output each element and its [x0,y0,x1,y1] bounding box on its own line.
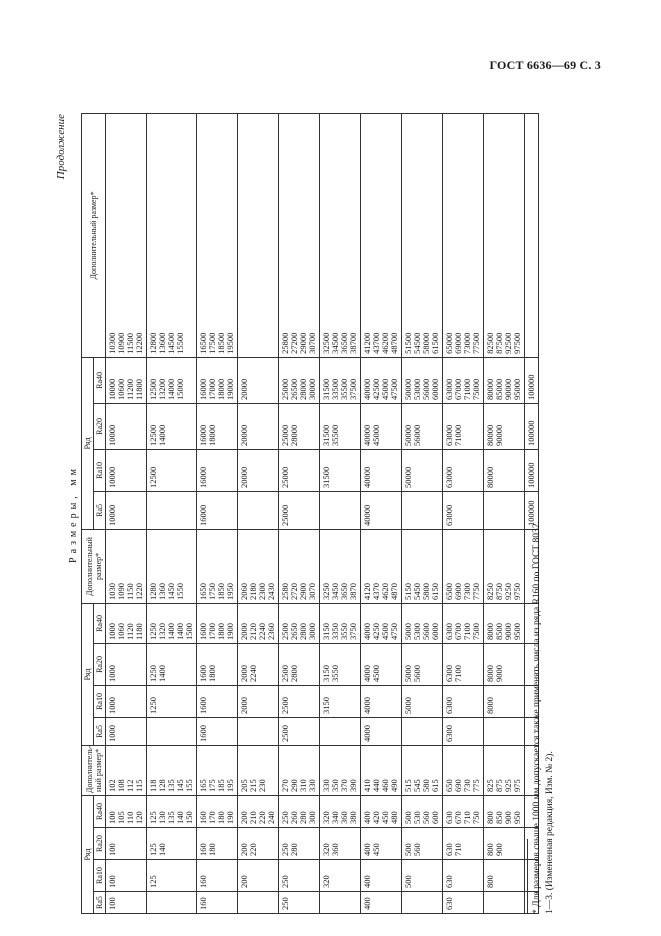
cell-c-ra5: 100000 [525,491,539,529]
cell-b-ra10: 1250 [147,685,197,717]
cell-c-ra20: 63000 71000 [443,403,484,449]
cell-ra40: 500 530 560 600 [402,795,443,827]
cell-ra40: 400 420 450 480 [361,795,402,827]
table-row [106,113,147,913]
header-ra5: Ra5 [94,491,106,529]
cell-b-ra20: 3150 3550 [320,643,361,685]
amendment-note: 1—3. (Измененная редакция, Изм. № 2). [545,751,555,914]
header-extra-3: Дополнительный размер* [82,113,106,357]
table-row [320,113,361,913]
cell-b-ra10: 2500 [279,685,320,717]
cell-ra5: 630 [443,892,484,914]
cell-b-ra10: 8000 [484,685,525,717]
cell-b-ra40: 2000 2120 2240 2360 [238,603,279,643]
cell-ra10: 160 [197,860,238,892]
cell-b-ra10: 6300 [443,685,484,717]
header-ra10: Ra10 [94,860,106,892]
header-ra10: Ra10 [94,685,106,717]
header-ra5: Ra5 [94,892,106,914]
cell-extra: 330 350 370 390 [320,745,361,795]
cell-ra40: 100 105 110 120 [106,795,147,827]
cell-c-extra: 12800 13600 14500 15500 [147,113,197,357]
page-header: ГОСТ 6636—69 С. 3 [489,58,601,72]
cell-c-ra40: 100000 [525,357,539,403]
cell-c-ra40: 40000 42500 45000 47500 [361,357,402,403]
cell-c-ra10: 80000 [484,449,525,491]
cell-b-extra: 4120 4370 4620 4870 [361,529,402,603]
cell-ra5: 400 [361,892,402,914]
cell-ra10: 400 [361,860,402,892]
header-ra20: Ra20 [94,828,106,860]
cell-b-extra: 8250 8750 9250 9750 [484,529,525,603]
cell-c-ra40: 31500 33500 35500 37500 [320,357,361,403]
cell-b-ra5: 4000 [361,717,402,745]
cell-ra10: 100 [106,860,147,892]
cell-b-ra20: 4000 4500 [361,643,402,685]
cell-c-ra5 [484,491,525,529]
cell-c-ra20: 20000 [238,403,279,449]
cell-b-ra5: 1000 [106,717,147,745]
cell-b-ra40: 2500 2650 2800 3000 [279,603,320,643]
cell-ra20: 800 900 [484,828,525,860]
cell-c-ra20: 16000 18000 [197,403,238,449]
cell-c-ra20: 10000 [106,403,147,449]
header-ra40: Ra40 [94,357,106,403]
rotated-table-block [55,114,590,914]
header-ra10: Ra10 [94,449,106,491]
cell-c-ra40: 20000 [238,357,279,403]
table-row [238,113,279,913]
cell-c-extra: 82500 87500 92500 97500 [484,113,525,357]
table-row [443,113,484,913]
cell-c-ra40: 50000 53000 56000 60000 [402,357,443,403]
cell-b-ra5: 2500 [279,717,320,745]
cell-extra: 650 690 730 775 [443,745,484,795]
cell-c-ra10: 40000 [361,449,402,491]
cell-ra10: 320 [320,860,361,892]
cell-c-ra10: 10000 [106,449,147,491]
cell-b-ra10: 5000 [402,685,443,717]
table-row [361,113,402,913]
cell-b-ra40: 4000 4250 4500 4750 [361,603,402,643]
cell-b-ra20: 1250 1400 [147,643,197,685]
cell-ra10: 630 [443,860,484,892]
cell-c-ra40: 63000 67000 71000 75000 [443,357,484,403]
cell-c-ra20: 80000 90000 [484,403,525,449]
header-ra40: Ra40 [94,795,106,827]
cell-ra20: 250 280 [279,828,320,860]
cell-c-extra: 32500 34500 36500 38700 [320,113,361,357]
cell-b-ra5: 6300 [443,717,484,745]
cell-extra: 102 108 112 115 [106,745,147,795]
cell-b-ra5 [402,717,443,745]
cell-ra5 [238,892,279,914]
header-extra-1: Дополнительный размер* [82,745,106,795]
cell-c-ra20: 25000 28000 [279,403,320,449]
cell-b-ra5 [238,717,279,745]
cell-ra10: 200 [238,860,279,892]
cell-b-ra20: 2500 2800 [279,643,320,685]
cell-c-extra: 10300 10900 11500 12200 [106,113,147,357]
cell-ra20: 630 710 [443,828,484,860]
cell-b-extra: 2580 2720 2900 3070 [279,529,320,603]
cell-extra: 118 128 135 145 155 [147,745,197,795]
cell-ra10: 125 [147,860,197,892]
cell-ra10: 250 [279,860,320,892]
cell-c-ra5 [402,491,443,529]
cell-c-extra: 16500 17500 18500 19500 [197,113,238,357]
cell-b-ra20: 5000 5600 [402,643,443,685]
cell-c-ra5 [320,491,361,529]
cell-b-ra40: 5000 5300 5600 6000 [402,603,443,643]
header-extra-2: Дополнительный размер* [82,529,106,603]
cell-b-ra40: 1600 1700 1800 1900 [197,603,238,643]
cell-ra5: 250 [279,892,320,914]
cell-b-ra10: 4000 [361,685,402,717]
cell-extra: 165 175 185 195 [197,745,238,795]
cell-c-extra: 41200 43700 46200 48700 [361,113,402,357]
cell-b-ra10: 1000 [106,685,147,717]
cell-ra20: 400 450 [361,828,402,860]
cell-ra40: 125 130 135 140 150 [147,795,197,827]
cell-extra: 515 545 580 615 [402,745,443,795]
cell-ra40: 160 170 180 190 [197,795,238,827]
cell-c-ra10: 12500 [147,449,197,491]
cell-c-ra5 [238,491,279,529]
cell-ra20: 100 [106,828,147,860]
cell-c-ra10: 50000 [402,449,443,491]
cell-c-ra20: 40000 45000 [361,403,402,449]
table-row [147,113,197,913]
cell-extra: 205 215 230 [238,745,279,795]
continuation-label: Продолжение [55,114,67,180]
cell-b-extra: 1650 1750 1850 1950 [197,529,238,603]
header-ryad-1: Ряд [82,795,94,913]
cell-c-ra20: 12500 14000 [147,403,197,449]
cell-b-extra: 1280 1360 1450 1550 [147,529,197,603]
cell-c-ra10: 25000 [279,449,320,491]
cell-b-ra20: 2000 2240 [238,643,279,685]
header-ryad-2: Ряд [82,603,94,745]
cell-c-ra20: 100000 [525,403,539,449]
cell-c-extra [238,113,279,357]
cell-b-ra20: 1600 1800 [197,643,238,685]
cell-ra20: 500 560 [402,828,443,860]
cell-c-ra5: 40000 [361,491,402,529]
cell-b-ra5 [484,717,525,745]
cell-extra: 410 440 460 490 [361,745,402,795]
cell-ra40: 800 850 900 950 [484,795,525,827]
cell-c-ra5: 63000 [443,491,484,529]
cell-b-ra40: 1000 1060 1120 1180 [106,603,147,643]
cell-c-ra40: 16000 17000 18000 19000 [197,357,238,403]
cell-b-ra20: 8000 9000 [484,643,525,685]
table-row [197,113,238,913]
table-row [484,113,525,913]
table-row [279,113,320,913]
header-ra40: Ra40 [94,603,106,643]
footnote: * Для размеров свыше 1000 мм допускается также применять числа из ряда R160 по ГОСТ 8032. [532,521,542,914]
cell-ra20: 320 360 [320,828,361,860]
cell-ra40: 250 260 280 300 [279,795,320,827]
cell-ra5 [147,892,197,914]
cell-c-ra40: 80000 85000 90000 95000 [484,357,525,403]
cell-extra: 825 875 925 975 [484,745,525,795]
cell-b-ra5 [147,717,197,745]
cell-b-extra: 3250 3450 3650 3870 [320,529,361,603]
cell-c-ra40: 10000 10600 11200 11800 [106,357,147,403]
cell-c-ra5: 10000 [106,491,147,529]
cell-c-ra10: 20000 [238,449,279,491]
cell-ra20: 125 140 [147,828,197,860]
sizes-table [81,113,539,914]
header-ra20: Ra20 [94,643,106,685]
cell-b-ra20: 1000 [106,643,147,685]
footnote-rule [527,839,528,914]
cell-ra5: 100 [106,892,147,914]
cell-c-ra40: 12500 13200 14000 15000 [147,357,197,403]
cell-b-ra10: 1600 [197,685,238,717]
cell-c-ra5: 16000 [197,491,238,529]
table-row [402,113,443,913]
cell-ra40: 630 670 710 750 [443,795,484,827]
cell-b-ra40: 6300 6700 7100 7500 [443,603,484,643]
header-ra5: Ra5 [94,717,106,745]
header-ryad-3: Ряд [82,357,94,529]
cell-b-extra: 2060 2180 2300 2430 [238,529,279,603]
cell-ra10: 800 [484,860,525,892]
cell-ra5: 160 [197,892,238,914]
cell-ra5 [320,892,361,914]
cell-c-extra: 51500 54500 58000 61500 [402,113,443,357]
cell-ra20: 200 220 [238,828,279,860]
cell-b-ra10: 2000 [238,685,279,717]
cell-b-ra5: 1600 [197,717,238,745]
cell-b-ra40: 3150 3350 3550 3750 [320,603,361,643]
cell-b-ra40: 1250 1320 1400 1400 1500 [147,603,197,643]
cell-c-ra10: 16000 [197,449,238,491]
cell-ra40: 320 340 360 380 [320,795,361,827]
cell-c-ra10: 31500 [320,449,361,491]
cell-b-extra: 1030 1090 1150 1220 [106,529,147,603]
cell-ra20: 160 180 [197,828,238,860]
cell-b-ra5 [320,717,361,745]
cell-c-ra5 [147,491,197,529]
cell-b-ra40: 8000 8500 9000 9500 [484,603,525,643]
cell-ra40: 200 210 220 240 [238,795,279,827]
cell-b-ra20: 6300 7100 [443,643,484,685]
cell-c-extra: 65000 69000 73000 77500 [443,113,484,357]
cell-c-ra20: 50000 56000 [402,403,443,449]
cell-b-extra: 5150 5450 5800 6150 [402,529,443,603]
cell-c-extra [525,113,539,357]
cell-b-extra: 6500 6900 7300 7750 [443,529,484,603]
cell-c-ra5: 25000 [279,491,320,529]
cell-ra5 [402,892,443,914]
cell-ra5 [484,892,525,914]
header-ra20: Ra20 [94,403,106,449]
cell-ra10: 500 [402,860,443,892]
cell-c-ra10: 63000 [443,449,484,491]
table-title: Размеры, мм [68,465,79,563]
cell-c-ra10: 100000 [525,449,539,491]
cell-c-ra40: 25000 26500 28000 30000 [279,357,320,403]
cell-c-ra20: 31500 35500 [320,403,361,449]
cell-c-extra: 25800 27200 29000 30700 [279,113,320,357]
cell-b-ra10: 3150 [320,685,361,717]
cell-extra: 270 290 310 330 [279,745,320,795]
